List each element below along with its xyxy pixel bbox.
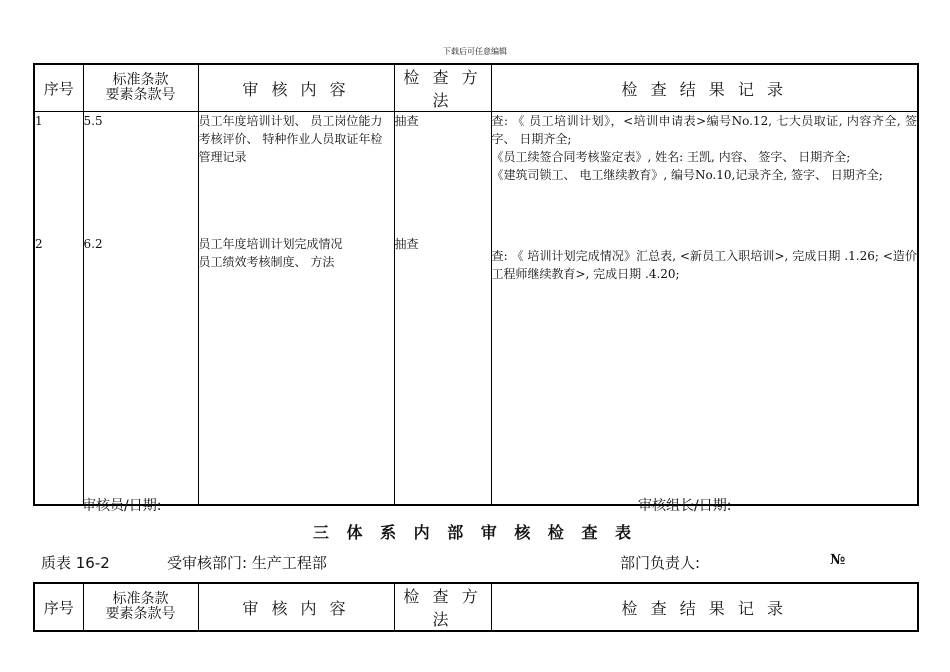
row2-result: 查: 《 培训计划完成情况》汇总表, <新员工入职培训>, 完成日期 .1.26; <造价工程师继续教育>, 完成日期 .4.20;	[491, 249, 917, 281]
header-std-line1: 标准条款	[112, 591, 169, 607]
header-method: 检 查 方 法	[394, 64, 491, 112]
header-std-line2: 要素条款号	[105, 606, 176, 622]
row2-method: 抽查	[394, 237, 419, 251]
row1-clause: 5.5	[83, 114, 103, 128]
row2-content-line1: 员工年度培训计划完成情况	[198, 237, 343, 251]
row1-method: 抽查	[394, 114, 419, 128]
row-method-cell	[394, 112, 491, 505]
form-number: 质表 16-2	[41, 554, 110, 572]
header-content: 审 核 内 容	[198, 64, 394, 112]
row-clause-cell	[83, 112, 198, 505]
form-title: 三 体 系 内 部 审 核 检 查 表	[312, 523, 638, 542]
header-seq: 序号	[34, 64, 83, 112]
department-responsible: 部门负责人:	[620, 554, 701, 572]
row2-clause: 6.2	[83, 237, 103, 251]
row1-result-line2: 《员工续签合同考核鉴定表》, 姓名: 王凯, 内容、 签字、 日期齐全;	[491, 150, 851, 164]
header-standard-clause	[83, 64, 198, 112]
header-content: 审 核 内 容	[198, 583, 394, 631]
header-result: 检 查 结 果 记 录	[491, 64, 918, 112]
row2-content-line2: 员工绩效考核制度、 方法	[198, 255, 335, 269]
row-content-cell	[198, 112, 394, 505]
leader-date-label: 审核组长/日期:	[638, 498, 732, 514]
header-result: 检 查 结 果 记 录	[491, 583, 918, 631]
row-result-cell	[491, 112, 918, 505]
table-row	[34, 112, 918, 505]
header-method: 检 查 方 法	[394, 583, 491, 631]
audit-table-page2	[33, 582, 919, 632]
auditor-date-label: 审核员/日期:	[82, 498, 162, 514]
row2-seq: 2	[35, 237, 43, 251]
audit-table-page1	[33, 63, 919, 506]
row-seq-cell	[34, 112, 83, 505]
row1-content: 员工年度培训计划、 员工岗位能力考核评价、 特种作业人员取证年检管理记录	[198, 114, 383, 164]
row1-result-line1: 查: 《 员工培训计划》，<培训申请表>编号No.12, 七大员取证, 内容齐全, 签字、 日期齐全;	[491, 114, 917, 146]
header-std-line2: 要素条款号	[105, 87, 176, 103]
header-standard-clause	[83, 583, 198, 631]
header-row	[34, 64, 918, 112]
header-row	[34, 583, 918, 631]
row1-result	[492, 112, 918, 235]
header-seq: 序号	[34, 583, 83, 631]
number-sign: №	[830, 552, 846, 568]
audited-department: 受审核部门: 生产工程部	[167, 554, 327, 572]
row1-result-line3: 《建筑司锁工、 电工继续教育》, 编号No.10,记录齐全, 签字、 日期齐全;	[491, 168, 883, 182]
top-note: 下载后可任意编辑	[443, 47, 507, 56]
header-std-line1: 标准条款	[112, 72, 169, 88]
row1-seq: 1	[35, 114, 43, 128]
